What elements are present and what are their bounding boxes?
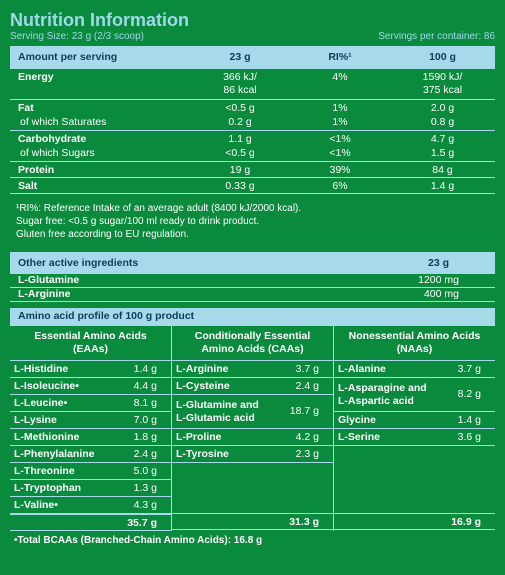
aa-value: 7.0 g — [133, 413, 157, 426]
aa-value: 4.4 g — [133, 379, 157, 392]
aa-value: 1.4 g — [133, 362, 157, 375]
aa-column — [10, 326, 171, 531]
footer-note: •Total BCAAs (Branched-Chain Amino Acids): 16.8 g — [14, 535, 263, 546]
aa-column-heading: Conditionally Essential Amino Acids (CAAs) — [172, 326, 333, 361]
aa-row — [334, 361, 495, 378]
aa-value: 1.4 g — [457, 413, 481, 426]
aa-row — [172, 446, 333, 463]
aa-value: 1.8 g — [133, 430, 157, 443]
aa-row — [334, 429, 495, 446]
aa-name: L-Arginine — [176, 362, 229, 375]
aa-row — [334, 412, 495, 429]
aa-row — [172, 361, 333, 378]
nutrient-value: 1% — [332, 102, 348, 114]
nutrition-row — [10, 131, 495, 162]
nutrient-value: 366 kJ/ 86 kcal — [223, 71, 257, 96]
servings-per-container: Servings per container: 86 — [378, 31, 495, 42]
aa-row — [10, 395, 171, 412]
nutrient-label: Fat — [18, 102, 34, 114]
aa-value: 4.2 g — [295, 430, 319, 443]
nutrition-row — [10, 162, 495, 178]
nutrient-value: 4% — [332, 71, 348, 83]
nutrition-table — [10, 69, 495, 194]
aa-value: 3.7 g — [457, 362, 481, 375]
aa-column-total: 31.3 g — [172, 514, 333, 530]
nutrient-label: Protein — [18, 164, 55, 176]
note-sugar: Sugar free: <0.5 g sugar/100 ml ready to drink product. — [16, 216, 260, 227]
aa-name: L-Histidine — [14, 362, 69, 375]
page-title: Nutrition Information — [10, 10, 189, 30]
aa-value: 5.0 g — [133, 464, 157, 477]
notes — [10, 194, 495, 247]
aa-name: L-Valine• — [14, 498, 58, 511]
aa-value: 8.1 g — [133, 396, 157, 409]
nutrient-sub-value: 0.8 g — [430, 116, 455, 128]
nutrient-value: <0.5 g — [225, 102, 255, 114]
aa-row — [10, 361, 171, 378]
aa-row — [10, 378, 171, 395]
nutrient-value: 1.4 g — [430, 180, 455, 192]
aa-row — [10, 446, 171, 463]
aa-row — [172, 395, 333, 429]
nutrient-value: 6% — [332, 180, 348, 192]
aa-row — [10, 429, 171, 446]
aa-name: L-Alanine — [338, 362, 386, 375]
aa-value: 18.7 g — [289, 405, 319, 417]
aa-value: 2.3 g — [295, 447, 319, 460]
aa-column-heading: Nonessential Amino Acids (NAAs) — [334, 326, 495, 361]
aa-name: L-Methionine — [14, 430, 80, 443]
other-active-header: Other active ingredients 23 g — [10, 252, 495, 274]
nutrient-value: 1590 kJ/ 375 kcal — [422, 71, 463, 96]
aa-empty-space — [334, 446, 495, 514]
aa-column-total: 35.7 g — [10, 515, 171, 531]
nutrient-value: <1% — [329, 133, 351, 145]
aa-profile-header: Amino acid profile of 100 g product — [10, 308, 495, 325]
aa-column — [333, 326, 495, 531]
aa-name: L-Tryptophan — [14, 481, 82, 494]
nutrient-sub-label: of which Saturates — [20, 116, 107, 128]
nutrient-value: 0.33 g — [225, 180, 255, 192]
aa-value: 2.4 g — [295, 379, 319, 392]
nutrient-value: 4.7 g — [430, 133, 455, 145]
nutrient-label: Carbohydrate — [18, 133, 87, 145]
aa-name: L-Proline — [176, 430, 222, 443]
aa-row — [10, 412, 171, 429]
aa-row — [334, 378, 495, 412]
nutrition-row — [10, 178, 495, 194]
aa-name: L-Leucine• — [14, 396, 68, 409]
serving-size: Serving Size: 23 g (2/3 scoop) — [10, 31, 144, 42]
aa-name: L-Asparagine and L-Aspartic acid — [338, 381, 427, 407]
note-gluten: Gluten free according to EU regulation. — [16, 229, 189, 240]
nutrition-row — [10, 100, 495, 131]
aa-value: 2.4 g — [133, 447, 157, 460]
nutrient-value: 2.0 g — [430, 102, 455, 114]
nutrient-value: 39% — [329, 164, 351, 176]
aa-value: 3.6 g — [457, 430, 481, 443]
nutrient-value: 1.1 g — [228, 133, 252, 145]
aa-name: L-Phenylalanine — [14, 447, 95, 460]
nutrient-value: 19 g — [229, 164, 251, 176]
aa-row — [10, 497, 171, 514]
aa-column-total: 16.9 g — [334, 514, 495, 530]
aa-name: L-Isoleucine• — [14, 379, 79, 392]
aa-empty-space — [172, 463, 333, 514]
other-active-row: L-Glutamine 1200 mg — [10, 274, 495, 288]
aa-row — [172, 378, 333, 395]
aa-name: L-Threonine — [14, 464, 75, 477]
nutrient-sub-value: <0.5 g — [225, 147, 255, 159]
nutrient-sub-value: <1% — [329, 147, 351, 159]
serving-info — [10, 30, 495, 43]
aa-name: L-Tyrosine — [176, 447, 229, 460]
aa-row — [10, 463, 171, 480]
aa-row — [10, 480, 171, 497]
nutrient-value: 84 g — [432, 164, 453, 176]
nutrient-label: Salt — [18, 180, 38, 192]
note-ri: ¹RI%: Reference Intake of an average adult (8400 kJ/2000 kcal). — [16, 203, 302, 214]
aa-row — [172, 429, 333, 446]
aa-name: L-Lysine — [14, 413, 57, 426]
aa-name: L-Serine — [338, 430, 381, 443]
aa-value: 3.7 g — [295, 362, 319, 375]
aa-name: L-Glutamine and L-Glutamic acid — [176, 398, 259, 424]
aa-column-heading: Essential Amino Acids (EAAs) — [10, 326, 171, 361]
aa-value: 4.3 g — [133, 498, 157, 511]
aa-column — [171, 326, 333, 531]
nutrient-sub-value: 0.2 g — [228, 116, 252, 128]
aa-name: L-Cysteine — [176, 379, 230, 392]
nutrition-row — [10, 69, 495, 100]
nutrient-sub-value: 1% — [332, 116, 348, 128]
nutrient-sub-label: of which Sugars — [20, 147, 95, 159]
nutrient-label: Energy — [18, 71, 54, 83]
nutrition-header: Amount per serving 23 g RI%¹ 100 g — [10, 46, 495, 69]
amino-acid-table — [10, 325, 495, 531]
aa-name: Glycine — [338, 413, 376, 426]
aa-value: 1.3 g — [133, 481, 157, 494]
other-active-row: L-Arginine 400 mg — [10, 288, 495, 302]
aa-value: 8.2 g — [457, 388, 481, 400]
nutrient-sub-value: 1.5 g — [430, 147, 455, 159]
